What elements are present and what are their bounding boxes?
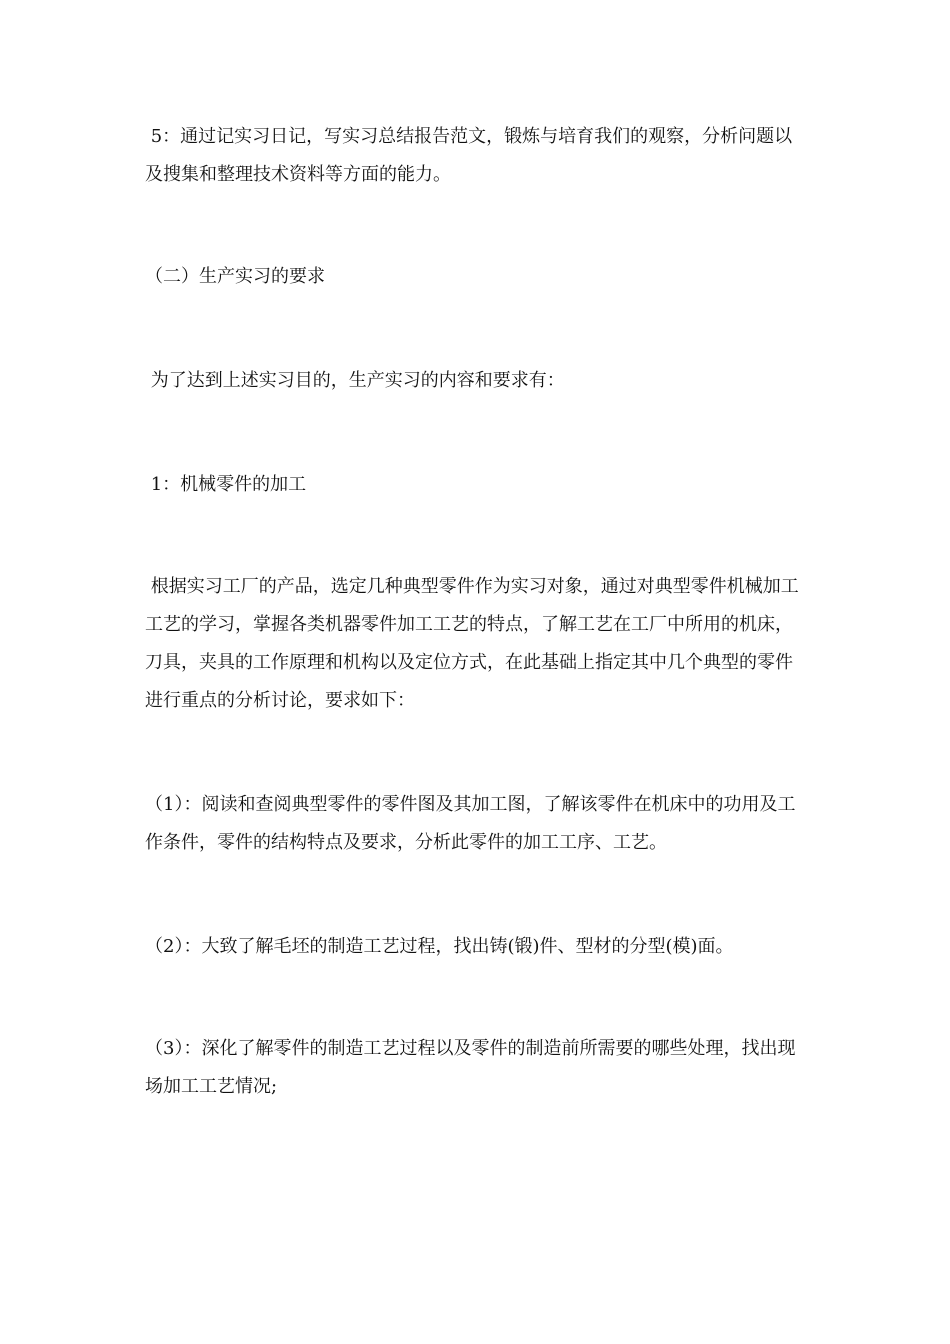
paragraph-machining-body: 根据实习工厂的产品，选定几种典型零件作为实习对象，通过对典型零件机械加工工艺的学习，掌握各类机器零件加工工艺的特点，了解工艺在工厂中所用的机床，刀具，夹具的工作原理和机构以及定位方式，在此基础上指定其中几个典型的零件进行重点的分析讨论，要求如下： [145,576,799,711]
paragraph-requirement-2: （2）：大致了解毛坯的制造工艺过程，找出铸(锻)件、型材的分型(模)面。 [145,936,734,957]
paragraph-intro: 为了达到上述实习目的，生产实习的内容和要求有： [145,370,565,391]
subheading-machining: 1：机械零件的加工 [145,474,307,495]
paragraph-requirement-1: （1）：阅读和查阅典型零件的零件图及其加工图，了解该零件在机床中的功用及工作条件，零件的结构特点及要求，分析此零件的加工工序、工艺。 [145,794,796,853]
paragraph-requirement-3: （3）：深化了解零件的制造工艺过程以及零件的制造前所需要的哪些处理，找出现场加工工艺情况; [145,1038,796,1097]
section-heading-requirements: （二）生产实习的要求 [145,266,325,287]
paragraph-objective-5: 5：通过记实习日记，写实习总结报告范文，锻炼与培育我们的观察，分析问题以及搜集和整理技术资料等方面的能力。 [145,126,793,185]
